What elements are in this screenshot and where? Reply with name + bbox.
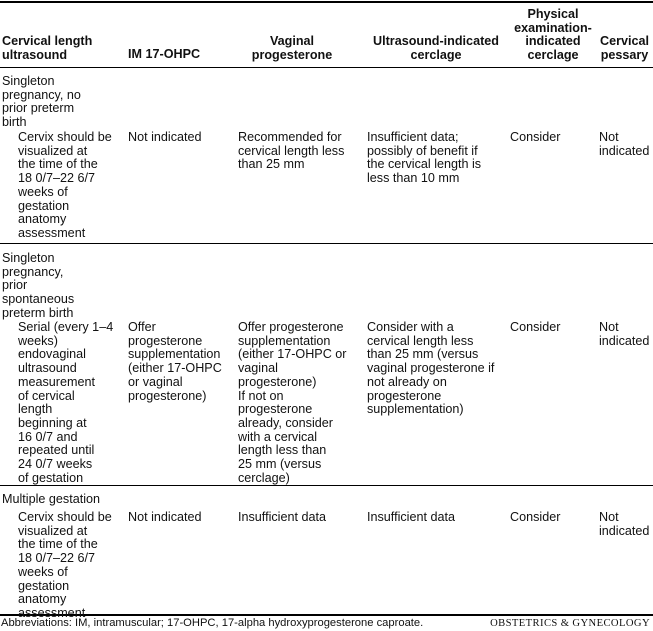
cell-im-17ohpc: Not indicated — [128, 130, 202, 144]
cell-ultrasound-cerclage: Insufficient data — [367, 510, 455, 524]
section-group-label: Multiple gestation — [2, 492, 101, 506]
header-cervical-length: Cervical length ultrasound — [2, 34, 93, 62]
header-im-17ohpc: IM 17-OHPC — [128, 47, 201, 61]
header-physical-cerclage: Physical examination- indicated cerclage — [514, 7, 592, 63]
cell-vaginal-progesterone: Recommended for cervical length less than 25 mm — [238, 130, 345, 172]
cell-pessary: Not indicated — [599, 510, 650, 538]
header-rule — [0, 67, 653, 68]
cell-pessary: Not indicated — [599, 320, 650, 348]
abbreviations-footnote: Abbreviations: IM, intramuscular; 17-OHPC, 17-alpha hydroxyprogesterone caproate. — [1, 617, 424, 629]
cell-vaginal-progesterone: Offer progesterone supplementation (either 17-OHPC or vaginal progesterone) If not on progesterone already, consider with a cervical length less than 25 mm (versus cerclage) — [238, 320, 347, 485]
cell-cervical-length: Cervix should be visualized at the time of the 18 0/7–22 6/7 weeks of gestation anatomy assessment — [18, 510, 112, 620]
cell-cervical-length: Serial (every 1–4 weeks) endovaginal ultrasound measurement of cervical length beginning at 16 0/7 and repeated until 24 0/7 weeks of gestation — [18, 320, 114, 485]
cell-physical-cerclage: Consider — [510, 320, 561, 334]
journal-name: OBSTETRICS & GYNECOLOGY — [490, 618, 650, 629]
cell-im-17ohpc: Not indicated — [128, 510, 202, 524]
cell-vaginal-progesterone: Insufficient data — [238, 510, 326, 524]
section-group-label: Singleton pregnancy, no prior preterm birth — [2, 74, 81, 130]
cell-physical-cerclage: Consider — [510, 130, 561, 144]
header-vaginal-progesterone: Vaginal progesterone — [251, 34, 333, 62]
cell-ultrasound-cerclage: Consider with a cervical length less than 25 mm (versus vaginal progesterone if not already on progesterone supplementation) — [367, 320, 495, 417]
cell-cervical-length: Cervix should be visualized at the time of the 18 0/7–22 6/7 weeks of gestation anatomy assessment — [18, 130, 112, 240]
cell-ultrasound-cerclage: Insufficient data; possibly of benefit if the cervical length is less than 10 mm — [367, 130, 482, 186]
header-ultrasound-cerclage: Ultrasound-indicated cerclage — [373, 34, 499, 62]
header-pessary: Cervical pessary — [599, 34, 649, 62]
section-divider-1 — [0, 243, 653, 244]
top-rule — [0, 1, 653, 3]
cell-pessary: Not indicated — [599, 130, 650, 158]
cell-physical-cerclage: Consider — [510, 510, 561, 524]
cell-im-17ohpc: Offer progesterone supplementation (either 17-OHPC or vaginal progesterone) — [128, 320, 222, 403]
section-group-label: Singleton pregnancy, prior spontaneous preterm birth — [2, 251, 75, 320]
